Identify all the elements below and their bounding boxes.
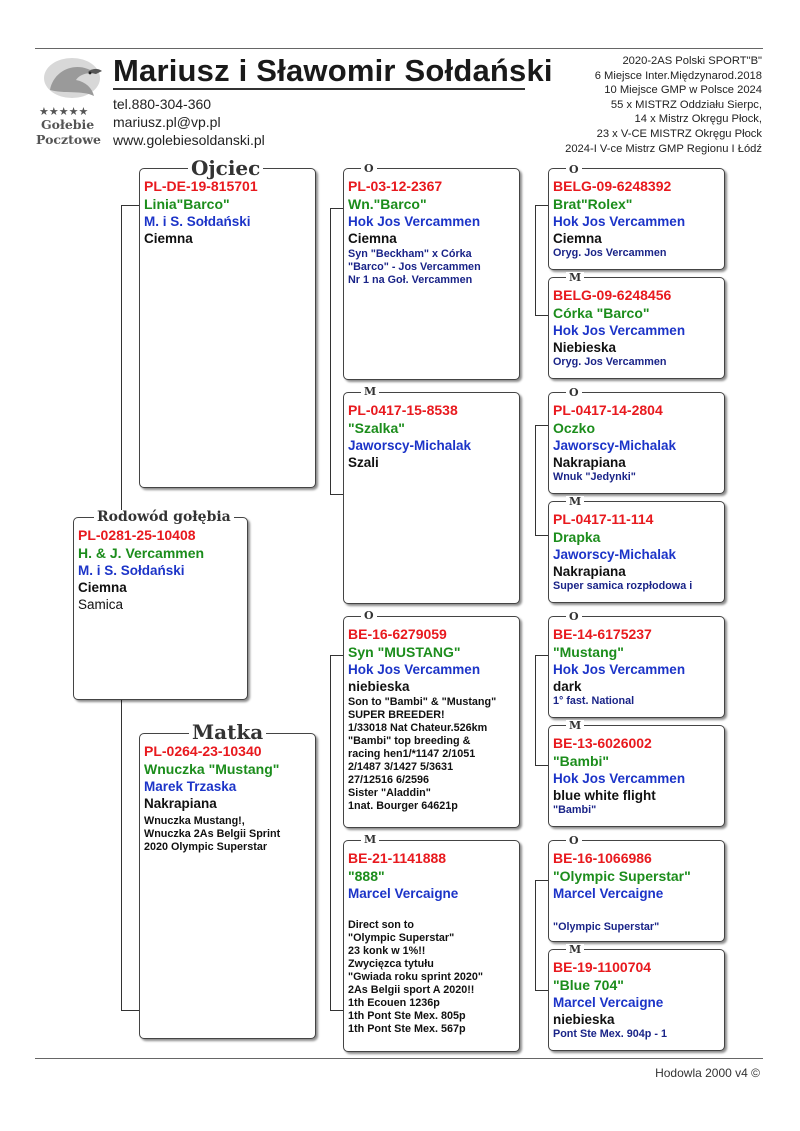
pigeon-card[interactable] <box>73 517 248 700</box>
mmm-breeder: Marcel Vercaigne <box>553 995 664 1010</box>
fm-breeder: Jaworscy-Michalak <box>348 438 472 453</box>
fmm-name: Drapka <box>553 528 601 545</box>
fmf-name: Oczko <box>553 419 596 436</box>
achievement-item: 6 Miejsce Inter.Międzynarod.2018 <box>594 69 762 82</box>
fff-note: Oryg. Jos Vercammen <box>553 247 667 259</box>
mm-name: "888" <box>348 867 385 884</box>
mm-note: 1th Ecouen 1236p <box>348 997 440 1009</box>
connector-line <box>535 655 548 656</box>
fm-name: "Szalka" <box>348 419 405 436</box>
mm-note: "Olympic Superstar" <box>348 932 455 944</box>
ffm-name: Córka "Barco" <box>553 304 650 321</box>
bottom-divider <box>35 1058 763 1059</box>
ffm-note: Oryg. Jos Vercammen <box>553 356 667 368</box>
mmf-name: "Olympic Superstar" <box>553 867 691 884</box>
svg-text:★★★★★: ★★★★★ <box>39 105 89 118</box>
pigeon-name: H. & J. Vercammen <box>78 544 205 561</box>
mf-note: 2/1487 3/1427 5/3631 <box>348 761 454 773</box>
mf-note: 1/33018 Nat Chateur.526km <box>348 722 488 734</box>
ffm-card[interactable] <box>548 277 725 379</box>
connector-line <box>535 205 536 315</box>
fff-name: Brat"Rolex" <box>553 195 633 212</box>
achievements-list <box>565 54 762 156</box>
mf-name: Syn "MUSTANG" <box>348 643 461 660</box>
fmf-card[interactable] <box>548 392 725 494</box>
mm-legend: M <box>361 834 379 845</box>
mm-card[interactable] <box>343 840 520 1052</box>
fmm-note: Super samica rozpłodowa i <box>553 580 693 592</box>
mfm-legend: M <box>566 720 584 731</box>
pigeon-ring: PL-0281-25-10408 <box>78 527 196 543</box>
ff-breeder: Hok Jos Vercammen <box>348 214 481 229</box>
fmf-color: Nakrapiana <box>553 455 626 470</box>
pigeon-logo-icon <box>36 56 108 148</box>
achievement-item: 14 x Mistrz Okręgu Płock, <box>634 113 762 126</box>
ff-note: Nr 1 na Goł. Vercammen <box>348 274 473 286</box>
fff-breeder: Hok Jos Vercammen <box>553 214 686 229</box>
ffm-legend: M <box>566 272 584 283</box>
mother-color: Nakrapiana <box>144 796 217 811</box>
fff-ring: BELG-09-6248392 <box>553 178 672 194</box>
ffm-color: Niebieska <box>553 340 617 355</box>
connector-line <box>330 1010 343 1011</box>
connector-line <box>121 700 122 1010</box>
fmf-legend: O <box>566 387 582 398</box>
fmf-breeder: Jaworscy-Michalak <box>553 438 677 453</box>
connector-line <box>535 880 536 990</box>
mother-name: Wnuczka "Mustang" <box>144 760 280 777</box>
footer-credit: Hodowla 2000 v4 © <box>655 1066 760 1080</box>
pigeon-logo <box>36 56 108 148</box>
fff-card[interactable] <box>548 168 725 270</box>
mmf-legend: O <box>566 835 582 846</box>
fm-legend: M <box>361 386 379 397</box>
fmm-legend: M <box>566 496 584 507</box>
father-color: Ciemna <box>144 231 193 246</box>
mm-breeder: Marcel Vercaigne <box>348 886 459 901</box>
logo-text-1: Gołebie <box>41 117 95 132</box>
mfm-card[interactable] <box>548 725 725 827</box>
fm-color: Szali <box>348 455 379 470</box>
achievement-item: 2020-2AS Polski SPORT"B" <box>622 55 762 67</box>
achievement-item: 55 x MISTRZ Oddziału Sierpc, <box>610 98 762 111</box>
ffm-ring: BELG-09-6248456 <box>553 287 672 303</box>
connector-line <box>121 205 139 206</box>
mfm-note: "Bambi" <box>553 804 597 816</box>
mf-note: "Bambi" top breeding & <box>348 735 471 747</box>
mff-name: "Mustang" <box>553 643 624 660</box>
mff-ring: BE-14-6175237 <box>553 626 652 642</box>
mf-note: Son to "Bambi" & "Mustang" <box>348 696 497 708</box>
top-divider <box>35 48 763 49</box>
mfm-name: "Bambi" <box>553 752 610 769</box>
mf-note: 1nat. Bourger 64621p <box>348 800 458 812</box>
mmf-ring: BE-16-1066986 <box>553 850 652 866</box>
fm-card[interactable] <box>343 392 520 604</box>
mff-note: 1° fast. National <box>553 695 635 707</box>
mm-note: 1th Pont Ste Mex. 805p <box>348 1010 466 1022</box>
mmm-name: "Blue 704" <box>553 976 624 993</box>
connector-line <box>121 1010 139 1011</box>
mf-note: Sister "Aladdin" <box>348 787 431 799</box>
mf-color: niebieska <box>348 679 410 694</box>
mf-note: 27/12516 6/2596 <box>348 774 430 786</box>
mmm-note: Pont Ste Mex. 904p - 1 <box>553 1028 667 1040</box>
mother-card[interactable] <box>139 733 316 1039</box>
mff-color: dark <box>553 679 582 694</box>
fff-legend: O <box>566 164 582 175</box>
ff-note: Syn "Beckham" x Córka <box>348 248 472 260</box>
mm-note: 2As Belgii sport A 2020!! <box>348 984 475 996</box>
mm-note: Zwycięzca tytułu <box>348 958 434 970</box>
connector-line <box>330 494 343 495</box>
mf-breeder: Hok Jos Vercammen <box>348 662 481 677</box>
connector-line <box>535 315 548 316</box>
connector-line <box>535 765 548 766</box>
connector-line <box>330 208 331 494</box>
achievement-item: 2024-I V-ce Mistrz GMP Regionu I Łódź <box>565 142 762 155</box>
father-name: Linia"Barco" <box>144 195 230 212</box>
mm-note: "Gwiada roku sprint 2020" <box>348 971 484 983</box>
fmm-ring: PL-0417-11-114 <box>553 511 654 527</box>
mf-ring: BE-16-6279059 <box>348 626 447 642</box>
ff-color: Ciemna <box>348 231 397 246</box>
connector-line <box>330 208 343 209</box>
fmm-card[interactable] <box>548 501 725 603</box>
connector-line <box>535 990 548 991</box>
connector-line <box>535 425 548 426</box>
fff-color: Ciemna <box>553 231 602 246</box>
owner-title: Mariusz i Sławomir Sołdański <box>113 53 553 88</box>
connector-line <box>535 425 536 535</box>
achievement-item: 23 x V-CE MISTRZ Okręgu Płock <box>596 127 762 140</box>
mf-note: racing hen1/*1147 2/1051 <box>348 748 476 760</box>
mff-legend: O <box>566 611 582 622</box>
ff-ring: PL-03-12-2367 <box>348 178 443 194</box>
mother-note: Wnuczka 2As Belgii Sprint <box>144 828 281 840</box>
mmf-card[interactable] <box>548 840 725 942</box>
mother-ring: PL-0264-23-10340 <box>144 743 262 759</box>
mother-breeder: Marek Trzaska <box>144 779 237 794</box>
ff-card[interactable] <box>343 168 520 380</box>
mm-note: 1th Pont Ste Mex. 567p <box>348 1023 466 1035</box>
pigeon-legend: Rodowód gołębia <box>94 510 234 524</box>
fm-ring: PL-0417-15-8538 <box>348 402 458 418</box>
ffm-breeder: Hok Jos Vercammen <box>553 323 686 338</box>
fmf-note: Wnuk "Jedynki" <box>553 471 636 483</box>
mfm-color: blue white flight <box>553 788 656 803</box>
mmm-legend: M <box>566 944 584 955</box>
phone-text: tel.880-304-360 <box>113 96 212 112</box>
mf-legend: O <box>361 610 377 621</box>
father-ring: PL-DE-19-815701 <box>144 178 258 194</box>
mfm-ring: BE-13-6026002 <box>553 735 652 751</box>
pigeon-breeder: M. i S. Sołdański <box>78 563 185 578</box>
mf-note: SUPER BREEDER! <box>348 709 445 721</box>
fmm-breeder: Jaworscy-Michalak <box>553 547 677 562</box>
logo-text-2: Pocztowe <box>36 132 101 147</box>
pigeon-sex: Samica <box>78 597 124 612</box>
father-card[interactable] <box>139 168 316 488</box>
connector-line <box>535 535 548 536</box>
mother-note: 2020 Olympic Superstar <box>144 841 268 853</box>
title-underline <box>113 88 525 90</box>
achievement-item: 10 Miejsce GMP w Polsce 2024 <box>604 84 762 97</box>
connector-line <box>330 655 331 1010</box>
mff-breeder: Hok Jos Vercammen <box>553 662 686 677</box>
mmm-ring: BE-19-1100704 <box>553 959 652 975</box>
mmf-breeder: Marcel Vercaigne <box>553 886 664 901</box>
mother-note: Wnuczka Mustang!, <box>144 815 245 827</box>
mm-ring: BE-21-1141888 <box>348 850 447 866</box>
mf-card[interactable] <box>343 616 520 828</box>
ff-legend: O <box>361 163 377 174</box>
ff-name: Wn."Barco" <box>348 195 427 212</box>
mm-note: 23 konk w 1%!! <box>348 945 426 957</box>
mff-card[interactable] <box>548 616 725 718</box>
father-breeder: M. i S. Sołdański <box>144 214 251 229</box>
connector-line <box>535 655 536 765</box>
connector-line <box>330 655 343 656</box>
mmm-card[interactable] <box>548 949 725 1051</box>
email-link[interactable]: mariusz.pl@vp.pl <box>113 114 221 130</box>
connector-line <box>535 205 548 206</box>
mm-note: Direct son to <box>348 919 414 931</box>
pigeon-color: Ciemna <box>78 580 127 595</box>
website-link[interactable]: www.golebiesoldanski.pl <box>113 132 265 148</box>
mother-legend: Matka <box>189 722 266 742</box>
ff-note: "Barco" - Jos Vercammen <box>348 261 481 273</box>
connector-line <box>121 205 122 513</box>
mmm-color: niebieska <box>553 1012 615 1027</box>
fmm-color: Nakrapiana <box>553 564 626 579</box>
connector-line <box>535 880 548 881</box>
mfm-breeder: Hok Jos Vercammen <box>553 771 686 786</box>
mmf-note: "Olympic Superstar" <box>553 921 660 933</box>
fmf-ring: PL-0417-14-2804 <box>553 402 663 418</box>
father-legend: Ojciec <box>188 158 263 178</box>
